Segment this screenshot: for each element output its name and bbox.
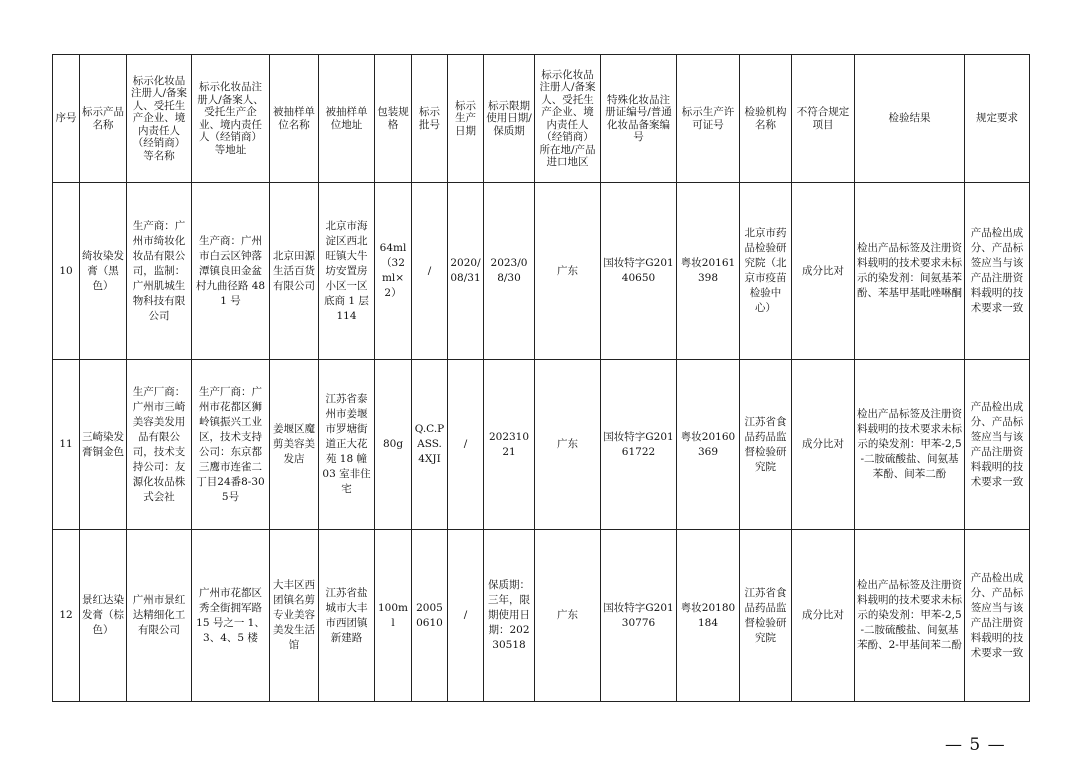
package-spec: 80g: [375, 360, 412, 530]
license-number: 粤妆20160369: [677, 360, 740, 530]
requirement: 产品检出成分、产品标签应当与该产品注册资料载明的技术要求一致: [965, 360, 1030, 530]
header-cell: 检验结果: [855, 55, 965, 183]
batch-number: /: [412, 183, 448, 360]
header-cell: 规定要求: [965, 55, 1030, 183]
license-number: 粤妆20180184: [677, 530, 740, 702]
batch-number: 20050610: [412, 530, 448, 702]
header-cell: 标示生产许可证号: [677, 55, 740, 183]
sampled-unit: 大丰区西团镇名剪专业美容美发生活馆: [270, 530, 319, 702]
production-date: /: [448, 530, 484, 702]
header-cell: 被抽样单位地址: [319, 55, 375, 183]
package-spec: 64ml（32ml×2）: [375, 183, 412, 360]
table-row: [53, 360, 1030, 530]
failed-item: 成分比对: [792, 360, 855, 530]
company-name: 生产商：广州市绮妆化妆品有限公司，监制：广州肌城生物科技有限公司: [127, 183, 192, 360]
product-name: 景红达染发膏（棕色）: [80, 530, 127, 702]
test-result: 检出产品标签及注册资料载明的技术要求未标示的染发剂：甲苯-2,5-二胺硫酸盐、间氨基苯酚、间苯二酚: [855, 360, 965, 530]
lab-name: 江苏省食品药品监督检验研究院: [740, 530, 792, 702]
expiry-date: 2023/08/30: [484, 183, 535, 360]
requirement: 产品检出成分、产品标签应当与该产品注册资料载明的技术要求一致: [965, 183, 1030, 360]
registration-number: 国妆特字G20140650: [601, 183, 677, 360]
page-number: — 5 —: [945, 735, 1006, 755]
sampled-unit: 姜堰区魔剪美容美发店: [270, 360, 319, 530]
header-cell: 标示生产日期: [448, 55, 484, 183]
header-cell: 不符合规定项目: [792, 55, 855, 183]
header-cell: 标示化妆品注册人/备案人、受托生产企业、境内责任人（经销商）等名称: [127, 55, 192, 183]
header-cell: 序号: [53, 55, 80, 183]
registration-number: 国妆特字G20161722: [601, 360, 677, 530]
company-address: 广州市花都区秀全街拥军路 15 号之一 1、3、4、5 楼: [192, 530, 270, 702]
inspection-table: [52, 54, 1030, 702]
header-cell: 特殊化妆品注册证编号/普通化妆品备案编号: [601, 55, 677, 183]
header-row: [53, 55, 1030, 183]
batch-number: Q.C.PASS.4XJI: [412, 360, 448, 530]
failed-item: 成分比对: [792, 183, 855, 360]
sampled-address: 江苏省盐城市大丰市西团镇新建路: [319, 530, 375, 702]
origin-region: 广东: [535, 530, 601, 702]
lab-name: 江苏省食品药品监督检验研究院: [740, 360, 792, 530]
product-name: 绮妆染发膏（黑色）: [80, 183, 127, 360]
test-result: 检出产品标签及注册资料载明的技术要求未标示的染发剂：甲苯-2,5-二胺硫酸盐、间氨基苯酚、2-甲基间苯二酚: [855, 530, 965, 702]
sampled-address: 北京市海淀区西北旺镇大牛坊安置房小区一区底商 1 层 114: [319, 183, 375, 360]
production-date: /: [448, 360, 484, 530]
table-row: [53, 183, 1030, 360]
company-name: 广州市景红达精细化工有限公司: [127, 530, 192, 702]
product-name: 三崎染发膏铜金色: [80, 360, 127, 530]
production-date: 2020/08/31: [448, 183, 484, 360]
registration-number: 国妆特字G20130776: [601, 530, 677, 702]
company-name: 生产厂商：广州市三崎美容美发用品有限公司，技术支持公司：友源化妆品株式会社: [127, 360, 192, 530]
company-address: 生产商：广州市白云区钟落潭镇良田金盆村九曲径路 481 号: [192, 183, 270, 360]
row-number: 11: [53, 360, 80, 530]
header-cell: 标示化妆品注册人/备案人、受托生产企业、境内责任人（经销商）所在地/产品进口地区: [535, 55, 601, 183]
test-result: 检出产品标签及注册资料载明的技术要求未标示的染发剂：间氨基苯酚、苯基甲基吡唑啉酮: [855, 183, 965, 360]
origin-region: 广东: [535, 360, 601, 530]
failed-item: 成分比对: [792, 530, 855, 702]
header-cell: 标示限期使用日期/保质期: [484, 55, 535, 183]
sampled-address: 江苏省泰州市姜堰市罗塘街道正大花苑 18 幢 03 室非住宅: [319, 360, 375, 530]
row-number: 10: [53, 183, 80, 360]
expiry-date: 20231021: [484, 360, 535, 530]
lab-name: 北京市药品检验研究院（北京市疫苗检验中心）: [740, 183, 792, 360]
requirement: 产品检出成分、产品标签应当与该产品注册资料载明的技术要求一致: [965, 530, 1030, 702]
header-cell: 包装规格: [375, 55, 412, 183]
header-cell: 被抽样单位名称: [270, 55, 319, 183]
license-number: 粤妆20161398: [677, 183, 740, 360]
package-spec: 100ml: [375, 530, 412, 702]
origin-region: 广东: [535, 183, 601, 360]
table-row: [53, 530, 1030, 702]
company-address: 生产厂商：广州市花都区狮岭镇振兴工业区，技术支持公司：东京都三鹰市连雀二丁目24番8-305号: [192, 360, 270, 530]
sampled-unit: 北京田源生活百货有限公司: [270, 183, 319, 360]
expiry-date: 保质期：三年，限期使用日期：20230518: [484, 530, 535, 702]
header-cell: 标示化妆品注册人/备案人、受托生产企业、境内责任人（经销商）等地址: [192, 55, 270, 183]
header-cell: 标示批号: [412, 55, 448, 183]
row-number: 12: [53, 530, 80, 702]
header-cell: 检验机构名称: [740, 55, 792, 183]
header-cell: 标示产品名称: [80, 55, 127, 183]
